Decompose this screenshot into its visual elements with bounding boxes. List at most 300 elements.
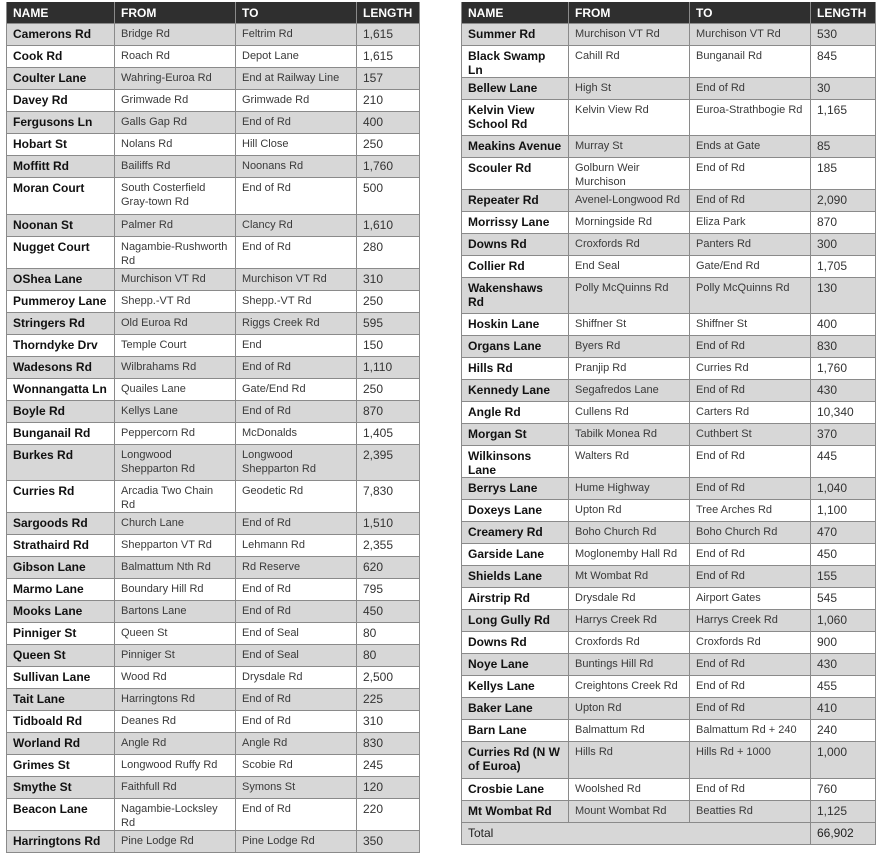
length-cell: 310 — [357, 269, 420, 291]
to-cell: Euroa-Strathbogie Rd — [690, 100, 811, 136]
from-cell: South Costerfield Gray-town Rd — [115, 178, 236, 215]
table-row — [7, 401, 420, 423]
from-cell: Wahring-Euroa Rd — [115, 68, 236, 90]
road-name-cell: Strathaird Rd — [7, 535, 115, 557]
length-cell: 430 — [811, 654, 876, 676]
from-cell: Wilbrahams Rd — [115, 357, 236, 379]
from-cell: Hills Rd — [569, 742, 690, 779]
from-cell: End Seal — [569, 256, 690, 278]
road-name-cell: Mt Wombat Rd — [462, 801, 569, 823]
to-cell: Tree Arches Rd — [690, 500, 811, 522]
to-cell: Balmattum Rd + 240 — [690, 720, 811, 742]
from-cell: Nolans Rd — [115, 134, 236, 156]
to-cell: Murchison VT Rd — [236, 269, 357, 291]
table-row — [462, 314, 876, 336]
length-cell: 30 — [811, 78, 876, 100]
table-row — [462, 234, 876, 256]
table-row — [7, 513, 420, 535]
road-name-cell: Smythe St — [7, 777, 115, 799]
road-name-cell: Pummeroy Lane — [7, 291, 115, 313]
length-cell: 450 — [357, 601, 420, 623]
header-length: LENGTH — [357, 2, 420, 24]
from-cell: Moglonemby Hall Rd — [569, 544, 690, 566]
from-cell: Tabilk Monea Rd — [569, 424, 690, 446]
to-cell: End of Rd — [690, 336, 811, 358]
road-name-cell: Morrissy Lane — [462, 212, 569, 234]
table-row — [7, 601, 420, 623]
from-cell: Grimwade Rd — [115, 90, 236, 112]
length-cell: 620 — [357, 557, 420, 579]
road-name-cell: Wilkinsons Lane — [462, 446, 569, 478]
to-cell: End at Railway Line — [236, 68, 357, 90]
to-cell: End of Rd — [690, 446, 811, 478]
to-cell: End of Rd — [690, 544, 811, 566]
from-cell: Shepparton VT Rd — [115, 535, 236, 557]
from-cell: Bartons Lane — [115, 601, 236, 623]
table-row — [462, 100, 876, 136]
to-cell: Eliza Park — [690, 212, 811, 234]
table-row — [7, 755, 420, 777]
length-cell: 250 — [357, 379, 420, 401]
table-row — [462, 136, 876, 158]
road-name-cell: Crosbie Lane — [462, 779, 569, 801]
road-name-cell: Worland Rd — [7, 733, 115, 755]
to-cell: Bunganail Rd — [690, 46, 811, 78]
to-cell: End of Rd — [690, 380, 811, 402]
header-row — [7, 2, 420, 24]
length-cell: 1,060 — [811, 610, 876, 632]
road-name-cell: Beacon Lane — [7, 799, 115, 831]
to-cell: End of Rd — [690, 779, 811, 801]
road-name-cell: Davey Rd — [7, 90, 115, 112]
from-cell: Buntings Hill Rd — [569, 654, 690, 676]
road-name-cell: Harringtons Rd — [7, 831, 115, 853]
length-cell: 80 — [357, 645, 420, 667]
to-cell: Shiffner St — [690, 314, 811, 336]
to-cell: McDonalds — [236, 423, 357, 445]
from-cell: Peppercorn Rd — [115, 423, 236, 445]
table-row — [462, 158, 876, 190]
to-cell: End of Rd — [236, 601, 357, 623]
road-name-cell: Sullivan Lane — [7, 667, 115, 689]
road-name-cell: Wonnangatta Ln — [7, 379, 115, 401]
table-row — [462, 24, 876, 46]
table-row — [7, 623, 420, 645]
to-cell: End of Rd — [236, 237, 357, 269]
road-name-cell: Camerons Rd — [7, 24, 115, 46]
from-cell: Cullens Rd — [569, 402, 690, 424]
from-cell: Cahill Rd — [569, 46, 690, 78]
length-cell: 150 — [357, 335, 420, 357]
length-cell: 240 — [811, 720, 876, 742]
roads-table-left — [6, 2, 420, 853]
from-cell: Croxfords Rd — [569, 234, 690, 256]
length-cell: 400 — [811, 314, 876, 336]
from-cell: High St — [569, 78, 690, 100]
table-row — [462, 278, 876, 314]
road-name-cell: Cook Rd — [7, 46, 115, 68]
length-cell: 470 — [811, 522, 876, 544]
from-cell: Shiffner St — [569, 314, 690, 336]
table-row — [462, 544, 876, 566]
road-name-cell: Thorndyke Drv — [7, 335, 115, 357]
road-name-cell: Nugget Court — [7, 237, 115, 269]
length-cell: 1,125 — [811, 801, 876, 823]
from-cell: Galls Gap Rd — [115, 112, 236, 134]
length-cell: 845 — [811, 46, 876, 78]
table-row — [7, 313, 420, 335]
table-row — [7, 481, 420, 513]
table-row — [462, 610, 876, 632]
to-cell: End of Rd — [236, 178, 357, 215]
road-name-cell: Morgan St — [462, 424, 569, 446]
from-cell: Woolshed Rd — [569, 779, 690, 801]
road-name-cell: Summer Rd — [462, 24, 569, 46]
to-cell: End — [236, 335, 357, 357]
road-name-cell: Sargoods Rd — [7, 513, 115, 535]
length-cell: 1,610 — [357, 215, 420, 237]
to-cell: Panters Rd — [690, 234, 811, 256]
to-cell: End of Rd — [236, 799, 357, 831]
table-row — [7, 291, 420, 313]
table-row — [7, 733, 420, 755]
to-cell: Airport Gates — [690, 588, 811, 610]
header-to: TO — [690, 2, 811, 24]
to-cell: Clancy Rd — [236, 215, 357, 237]
road-name-cell: Baker Lane — [462, 698, 569, 720]
table-row — [462, 402, 876, 424]
to-cell: Hill Close — [236, 134, 357, 156]
header-to: TO — [236, 2, 357, 24]
length-cell: 85 — [811, 136, 876, 158]
to-cell: Feltrim Rd — [236, 24, 357, 46]
length-cell: 10,340 — [811, 402, 876, 424]
to-cell: End of Rd — [690, 190, 811, 212]
road-name-cell: Wakenshaws Rd — [462, 278, 569, 314]
length-cell: 400 — [357, 112, 420, 134]
table-row — [462, 46, 876, 78]
road-name-cell: Queen St — [7, 645, 115, 667]
table-row — [462, 500, 876, 522]
to-cell: Curries Rd — [690, 358, 811, 380]
to-cell: Gate/End Rd — [236, 379, 357, 401]
length-cell: 120 — [357, 777, 420, 799]
to-cell: End of Rd — [236, 689, 357, 711]
from-cell: Faithfull Rd — [115, 777, 236, 799]
from-cell: Bailiffs Rd — [115, 156, 236, 178]
table-row — [7, 46, 420, 68]
length-cell: 760 — [811, 779, 876, 801]
length-cell: 2,090 — [811, 190, 876, 212]
road-name-cell: OShea Lane — [7, 269, 115, 291]
table-row — [7, 579, 420, 601]
to-cell: End of Rd — [690, 566, 811, 588]
to-cell: Geodetic Rd — [236, 481, 357, 513]
road-name-cell: Burkes Rd — [7, 445, 115, 481]
table-row — [7, 90, 420, 112]
road-name-cell: Downs Rd — [462, 632, 569, 654]
to-cell: End of Seal — [236, 645, 357, 667]
road-name-cell: Noye Lane — [462, 654, 569, 676]
table-row — [462, 522, 876, 544]
length-cell: 1,040 — [811, 478, 876, 500]
road-name-cell: Kennedy Lane — [462, 380, 569, 402]
table-row — [462, 190, 876, 212]
from-cell: Pinniger St — [115, 645, 236, 667]
table-row — [7, 68, 420, 90]
road-name-cell: Angle Rd — [462, 402, 569, 424]
from-cell: Pine Lodge Rd — [115, 831, 236, 853]
from-cell: Boundary Hill Rd — [115, 579, 236, 601]
road-name-cell: Mooks Lane — [7, 601, 115, 623]
length-cell: 130 — [811, 278, 876, 314]
road-name-cell: Repeater Rd — [462, 190, 569, 212]
to-cell: Shepp.-VT Rd — [236, 291, 357, 313]
to-cell: Croxfords Rd — [690, 632, 811, 654]
road-name-cell: Long Gully Rd — [462, 610, 569, 632]
to-cell: End of Rd — [690, 676, 811, 698]
road-name-cell: Noonan St — [7, 215, 115, 237]
from-cell: Morningside Rd — [569, 212, 690, 234]
to-cell: Hills Rd + 1000 — [690, 742, 811, 779]
to-cell: Grimwade Rd — [236, 90, 357, 112]
to-cell: Lehmann Rd — [236, 535, 357, 557]
table-row — [462, 632, 876, 654]
length-cell: 500 — [357, 178, 420, 215]
road-name-cell: Moffitt Rd — [7, 156, 115, 178]
table-row — [462, 566, 876, 588]
to-cell: Scobie Rd — [236, 755, 357, 777]
to-cell: Beatties Rd — [690, 801, 811, 823]
table-row — [7, 423, 420, 445]
length-cell: 80 — [357, 623, 420, 645]
from-cell: Drysdale Rd — [569, 588, 690, 610]
from-cell: Boho Church Rd — [569, 522, 690, 544]
to-cell: Symons St — [236, 777, 357, 799]
length-cell: 245 — [357, 755, 420, 777]
from-cell: Shepp.-VT Rd — [115, 291, 236, 313]
length-cell: 2,355 — [357, 535, 420, 557]
road-name-cell: Bellew Lane — [462, 78, 569, 100]
road-name-cell: Moran Court — [7, 178, 115, 215]
length-cell: 250 — [357, 134, 420, 156]
length-cell: 280 — [357, 237, 420, 269]
table-row — [462, 720, 876, 742]
road-name-cell: Kellys Lane — [462, 676, 569, 698]
length-cell: 1,405 — [357, 423, 420, 445]
from-cell: Golburn Weir Murchison — [569, 158, 690, 190]
road-name-cell: Curries Rd (N W of Euroa) — [462, 742, 569, 779]
road-name-cell: Doxeys Lane — [462, 500, 569, 522]
header-from: FROM — [115, 2, 236, 24]
to-cell: Noonans Rd — [236, 156, 357, 178]
from-cell: Longwood Ruffy Rd — [115, 755, 236, 777]
table-row — [7, 645, 420, 667]
table-row — [7, 667, 420, 689]
total-label: Total — [462, 823, 811, 845]
road-name-cell: Tidboald Rd — [7, 711, 115, 733]
table-row — [7, 134, 420, 156]
table-row — [7, 215, 420, 237]
road-name-cell: Black Swamp Ln — [462, 46, 569, 78]
road-name-cell: Tait Lane — [7, 689, 115, 711]
from-cell: Avenel-Longwood Rd — [569, 190, 690, 212]
table-row — [7, 711, 420, 733]
to-cell: End of Rd — [690, 78, 811, 100]
to-cell: End of Rd — [690, 158, 811, 190]
from-cell: Pranjip Rd — [569, 358, 690, 380]
length-cell: 410 — [811, 698, 876, 720]
length-cell: 1,000 — [811, 742, 876, 779]
road-name-cell: Scouler Rd — [462, 158, 569, 190]
road-name-cell: Bunganail Rd — [7, 423, 115, 445]
from-cell: Roach Rd — [115, 46, 236, 68]
from-cell: Bridge Rd — [115, 24, 236, 46]
length-cell: 310 — [357, 711, 420, 733]
to-cell: End of Rd — [690, 698, 811, 720]
table-row — [7, 445, 420, 481]
length-cell: 370 — [811, 424, 876, 446]
road-name-cell: Wadesons Rd — [7, 357, 115, 379]
table-row — [7, 24, 420, 46]
from-cell: Deanes Rd — [115, 711, 236, 733]
length-cell: 1,100 — [811, 500, 876, 522]
road-name-cell: Shields Lane — [462, 566, 569, 588]
road-name-cell: Hills Rd — [462, 358, 569, 380]
length-cell: 830 — [357, 733, 420, 755]
road-name-cell: Berrys Lane — [462, 478, 569, 500]
from-cell: Byers Rd — [569, 336, 690, 358]
table-row — [7, 777, 420, 799]
from-cell: Murray St — [569, 136, 690, 158]
header-name: NAME — [7, 2, 115, 24]
to-cell: End of Seal — [236, 623, 357, 645]
to-cell: Depot Lane — [236, 46, 357, 68]
header-name: NAME — [462, 2, 569, 24]
to-cell: End of Rd — [690, 478, 811, 500]
length-cell: 445 — [811, 446, 876, 478]
table-row — [462, 698, 876, 720]
length-cell: 220 — [357, 799, 420, 831]
from-cell: Creightons Creek Rd — [569, 676, 690, 698]
road-name-cell: Marmo Lane — [7, 579, 115, 601]
table-row — [462, 588, 876, 610]
table-row — [7, 557, 420, 579]
length-cell: 350 — [357, 831, 420, 853]
length-cell: 155 — [811, 566, 876, 588]
length-cell: 1,615 — [357, 46, 420, 68]
from-cell: Harrys Creek Rd — [569, 610, 690, 632]
to-cell: Cuthbert St — [690, 424, 811, 446]
length-cell: 870 — [357, 401, 420, 423]
from-cell: Mt Wombat Rd — [569, 566, 690, 588]
road-name-cell: Stringers Rd — [7, 313, 115, 335]
length-cell: 870 — [811, 212, 876, 234]
from-cell: Quailes Lane — [115, 379, 236, 401]
from-cell: Temple Court — [115, 335, 236, 357]
to-cell: End of Rd — [236, 579, 357, 601]
table-row — [462, 336, 876, 358]
length-cell: 900 — [811, 632, 876, 654]
length-cell: 1,165 — [811, 100, 876, 136]
to-cell: End of Rd — [236, 711, 357, 733]
table-row — [462, 779, 876, 801]
road-name-cell: Creamery Rd — [462, 522, 569, 544]
length-cell: 595 — [357, 313, 420, 335]
table-row — [462, 478, 876, 500]
length-cell: 185 — [811, 158, 876, 190]
from-cell: Mount Wombat Rd — [569, 801, 690, 823]
road-name-cell: Boyle Rd — [7, 401, 115, 423]
table-row — [462, 654, 876, 676]
from-cell: Arcadia Two Chain Rd — [115, 481, 236, 513]
to-cell: Harrys Creek Rd — [690, 610, 811, 632]
to-cell: Polly McQuinns Rd — [690, 278, 811, 314]
to-cell: Carters Rd — [690, 402, 811, 424]
length-cell: 250 — [357, 291, 420, 313]
to-cell: Ends at Gate — [690, 136, 811, 158]
to-cell: Gate/End Rd — [690, 256, 811, 278]
table-row — [7, 689, 420, 711]
road-name-cell: Gibson Lane — [7, 557, 115, 579]
table-row — [7, 379, 420, 401]
length-cell: 2,500 — [357, 667, 420, 689]
table-row — [462, 742, 876, 779]
road-name-cell: Hobart St — [7, 134, 115, 156]
from-cell: Walters Rd — [569, 446, 690, 478]
length-cell: 2,395 — [357, 445, 420, 481]
table-row — [7, 357, 420, 379]
table-row — [462, 256, 876, 278]
table-row — [7, 269, 420, 291]
table-row — [462, 801, 876, 823]
road-name-cell: Hoskin Lane — [462, 314, 569, 336]
from-cell: Balmattum Nth Rd — [115, 557, 236, 579]
table-row — [7, 112, 420, 134]
length-cell: 830 — [811, 336, 876, 358]
roads-table-right — [461, 2, 876, 845]
table-row — [462, 358, 876, 380]
length-cell: 225 — [357, 689, 420, 711]
table-row — [7, 156, 420, 178]
from-cell: Polly McQuinns Rd — [569, 278, 690, 314]
from-cell: Kellys Lane — [115, 401, 236, 423]
to-cell: End of Rd — [236, 401, 357, 423]
length-cell: 450 — [811, 544, 876, 566]
to-cell: Angle Rd — [236, 733, 357, 755]
length-cell: 7,830 — [357, 481, 420, 513]
to-cell: Drysdale Rd — [236, 667, 357, 689]
road-name-cell: Meakins Avenue — [462, 136, 569, 158]
length-cell: 430 — [811, 380, 876, 402]
road-name-cell: Fergusons Ln — [7, 112, 115, 134]
table-row — [7, 799, 420, 831]
to-cell: Longwood Shepparton Rd — [236, 445, 357, 481]
length-cell: 1,510 — [357, 513, 420, 535]
header-length: LENGTH — [811, 2, 876, 24]
from-cell: Croxfords Rd — [569, 632, 690, 654]
from-cell: Upton Rd — [569, 698, 690, 720]
from-cell: Queen St — [115, 623, 236, 645]
table-row — [462, 676, 876, 698]
length-cell: 1,615 — [357, 24, 420, 46]
length-cell: 1,110 — [357, 357, 420, 379]
length-cell: 455 — [811, 676, 876, 698]
length-cell: 1,705 — [811, 256, 876, 278]
from-cell: Upton Rd — [569, 500, 690, 522]
from-cell: Balmattum Rd — [569, 720, 690, 742]
table-row — [462, 380, 876, 402]
